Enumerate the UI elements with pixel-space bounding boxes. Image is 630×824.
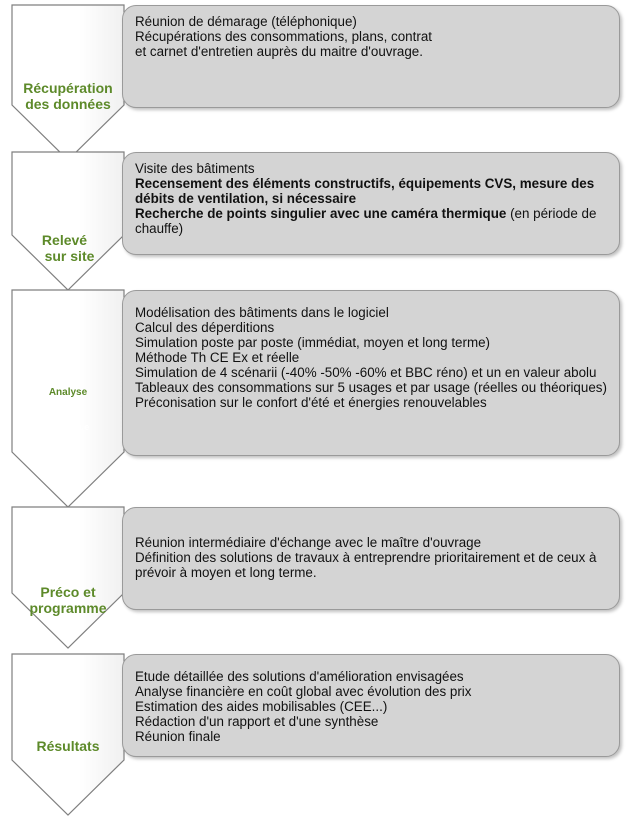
step-2-item: Recensement des éléments constructifs, équipements CVS, mesure des débits de ventilation, si nécessaire [135, 176, 595, 206]
step-4-label-line-1: Préco et [40, 584, 96, 600]
step-1-item: Récupérations des consommations, plans, contrat et carnet d'entretien auprès du maitre d'ouvrage. [135, 29, 432, 59]
step-5-item: Rédaction d'un rapport et d'une synthèse [135, 714, 379, 729]
step-4-label [12, 584, 124, 616]
chevron-step-2 [12, 152, 124, 290]
step-1-label-line-2: des données [25, 96, 111, 112]
step-1-item: Réunion de démarage (téléphonique) [135, 14, 357, 29]
step-2-label [12, 232, 117, 264]
step-3-label [12, 387, 124, 433]
step-2-label-line-2: sur site [44, 248, 95, 264]
step-4-item: Réunion intermédiaire d'échange avec le maître d'ouvrage [135, 535, 482, 550]
step-4-box [122, 507, 620, 610]
step-5-item: Réunion finale [135, 729, 221, 744]
step-5-item: Etude détaillée des solutions d'amélioration envisagées [135, 669, 464, 684]
step-5-label-line-1: Résultats [36, 738, 100, 754]
step-3-item: Tableaux des consommations sur 5 usages et par usage (réelles ou théoriques) [135, 380, 607, 395]
step-3-item: Modélisation des bâtiments dans le logiciel [135, 305, 389, 320]
step-2-label-line-1: Relevé [41, 232, 88, 248]
step-1-label [12, 80, 124, 112]
step-3-item: Préconisation sur le confort d'été et énergies renouvelables [135, 395, 487, 410]
step-3-box [122, 290, 620, 456]
step-2-item [135, 206, 609, 236]
step-2-box [122, 152, 620, 255]
step-5-label [12, 738, 124, 754]
step-2-item-bold: Recherche de points singulier avec une caméra thermique [135, 206, 507, 221]
chevron-step-4 [12, 507, 124, 648]
step-3-item: Simulation de 4 scénarii (-40% -50% -60% et BBC réno) et un en valeur abolu [135, 365, 597, 380]
step-1-label-line-1: Récupération [23, 80, 113, 96]
step-1-box [122, 5, 620, 108]
step-3-item: Calcul des déperditions [135, 320, 275, 335]
step-2-item-rest: (en période de chauffe) [135, 206, 597, 236]
step-4-label-line-2: programme [29, 600, 107, 616]
step-3-label-faint: technique [46, 422, 90, 432]
step-5-item: Analyse financière en coût global avec évolution des prix [135, 684, 472, 699]
step-2-item: Visite des bâtiments [135, 161, 255, 176]
step-3-label-line-1: Analyse [48, 387, 88, 398]
step-3-item: Méthode Th CE Ex et réelle [135, 350, 300, 365]
step-4-item: Définition des solutions de travaux à entreprendre prioritairement et de ceux à prévoir à moyen et long terme. [135, 550, 597, 580]
step-5-item: Estimation des aides mobilisables (CEE...) [135, 699, 388, 714]
chevron-step-5 [12, 654, 124, 815]
step-5-box [122, 654, 620, 757]
step-3-item: Simulation poste par poste (immédiat, moyen et long terme) [135, 335, 491, 350]
